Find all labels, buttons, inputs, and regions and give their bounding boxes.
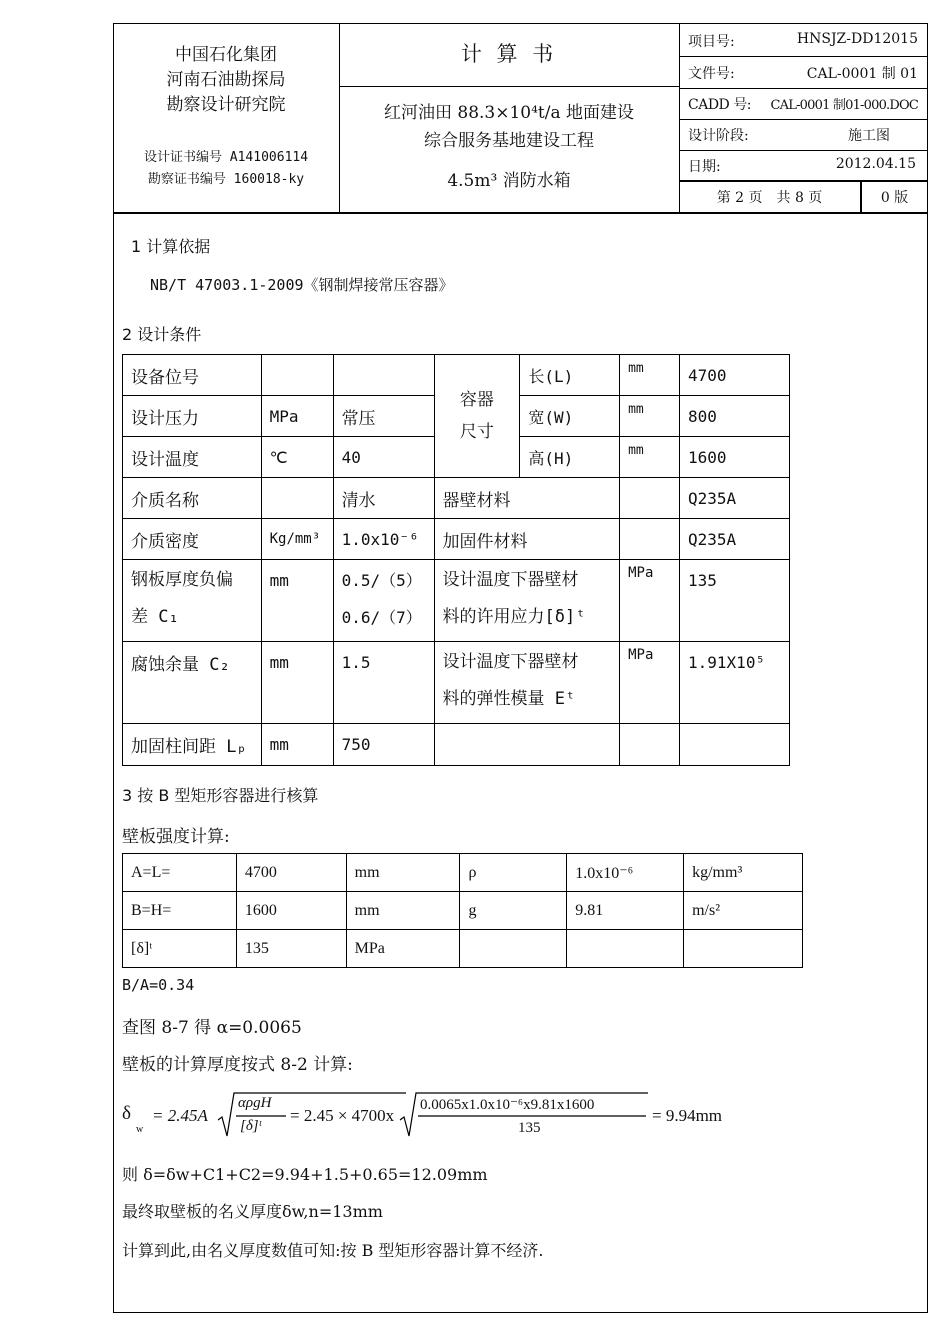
cert-survey: 勘察证书编号 160018-ky [147,172,305,187]
page-info: 第 2 页 共 8 页 [716,190,823,206]
row-prop-value: Q235A [680,519,790,560]
calc-intro-line: 壁板的计算厚度按式 8-2 计算: [122,1055,353,1075]
formula-part-2: = 2.45 × 4700x [290,1106,395,1125]
certificates [113,147,339,191]
section-2-title: 2 设计条件 [122,325,202,344]
row-prop-line-1: 设计温度下器壁材 [442,652,579,672]
section-3-title: 3 按 B 型矩形容器进行核算 [122,786,319,805]
table-row [123,519,790,560]
table-cell: 1.0x10⁻⁶ [567,854,684,892]
header-bottom-rule [113,212,928,214]
meta-value-cadd: CAL-0001 制01-000.DOC [770,98,918,113]
meta-rule-4 [679,150,928,151]
row-name-line-2: 差 C₁ [131,607,179,627]
section-3-subtitle: 壁板强度计算: [122,827,230,847]
table-cell: A=L= [123,854,237,892]
row-value: 常压 [333,396,434,437]
row-name: 加固柱间距 Lₚ [123,724,262,766]
row-prop-line-1: 设计温度下器壁材 [442,570,579,590]
meta-rule-3 [679,119,928,120]
meta-rule-2 [679,88,928,89]
row-unit: Kg/mm³ [261,519,333,560]
dim-label: 高(H) [520,437,620,478]
dim-unit: mm [620,355,680,396]
row-prop-unit: MPa [620,560,680,642]
meta-value-stage: 施工图 [848,128,890,144]
design-conditions-table [122,354,790,766]
table-cell: B=H= [123,892,237,930]
meta-value-date: 2012.04.15 [835,156,916,172]
table-cell: 1600 [236,892,346,930]
row-prop-value: Q235A [680,478,790,519]
nominal-thickness-line: 最终取壁板的名义厚度δw,n=13mm [122,1202,383,1221]
row-value-line-2: 0.6/（7） [341,608,422,627]
table-cell: m/s² [684,892,803,930]
row-unit: MPa [261,396,333,437]
row-unit: mm [261,724,333,766]
row-prop [434,560,620,642]
table-row [123,642,790,724]
table-cell: 9.81 [567,892,684,930]
table-row [123,724,790,766]
row-value [333,560,434,642]
cert-design: 设计证书编号 A141006114 [143,150,309,165]
row-prop-line-2: 料的许用应力[δ]ᵗ [442,607,586,627]
table-row [123,478,790,519]
project-line-3: 4.5m³ 消防水箱 [447,171,571,191]
header-title-rule [339,86,679,87]
conclusion-line: 计算到此,由名义厚度数值可知:按 B 型矩形容器计算不经济. [122,1241,544,1260]
table-cell: ρ [460,854,567,892]
row-unit: mm [261,560,333,642]
ratio-line: B/A=0.34 [122,976,195,994]
dim-unit: mm [620,437,680,478]
row-unit: mm [261,642,333,724]
row-prop [434,642,620,724]
project-title [339,99,679,195]
section-1-text: NB/T 47003.1-2009《钢制焊接常压容器》 [150,276,454,294]
project-line-2: 综合服务基地建设工程 [424,131,594,151]
row-name: 设计温度 [123,437,262,478]
project-line-1: 红河油田 88.3×10⁴t/a 地面建设 [383,103,635,123]
row-name: 腐蚀余量 C₂ [123,642,262,724]
formula-lhs-sub: w [136,1124,144,1135]
dim-value: 1600 [680,437,790,478]
table-row [123,892,803,930]
meta-label-cadd: CADD 号: [688,97,751,113]
radical-2-numerator: 0.0065x1.0x10⁻⁶x9.81x1600 [420,1097,595,1113]
row-prop-line-2: 料的弹性模量 Eᵗ [442,689,576,709]
row-unit: ℃ [261,437,333,478]
radical-1-numerator: αρgH [238,1095,272,1111]
dim-label: 宽(W) [520,396,620,437]
dim-unit: mm [620,396,680,437]
table-cell: 135 [236,930,346,968]
meta-label-file: 文件号: [688,66,735,82]
row-name: 介质密度 [123,519,262,560]
document-title: 计 算 书 [460,42,558,66]
row-prop-value: 135 [680,560,790,642]
table-row [123,930,803,968]
version: 0 版 [880,190,909,206]
table-cell: [δ]ᵗ [123,930,237,968]
organization-name [113,43,339,118]
row-value: 750 [333,724,434,766]
meta-label-project: 项目号: [688,34,735,50]
table-cell [567,930,684,968]
table-cell: kg/mm³ [684,854,803,892]
meta-label-date: 日期: [688,159,721,175]
table-cell: mm [346,892,460,930]
row-value-line-1: 0.5/（5） [341,571,422,590]
meta-value-project: HNSJZ-DD12015 [796,31,918,47]
table-cell: 4700 [236,854,346,892]
row-value: 40 [333,437,434,478]
dim-value: 800 [680,396,790,437]
strength-calc-table [122,853,803,968]
table-cell [460,930,567,968]
org-line-1: 中国石化集团 [175,45,277,65]
table-row [123,355,790,396]
lookup-line: 查图 8-7 得 α=0.0065 [122,1018,302,1038]
row-prop-value: 1.91X10⁵ [680,642,790,724]
radical-1-denominator: [δ]ᵗ [240,1118,262,1134]
table-row [123,854,803,892]
dim-label: 长(L) [520,355,620,396]
row-name: 设计压力 [123,396,262,437]
dim-value: 4700 [680,355,790,396]
row-name: 设备位号 [123,355,262,396]
meta-rule-1 [679,56,928,57]
table-cell: g [460,892,567,930]
meta-rule-5 [679,180,928,182]
formula-part-1: = 2.45A [152,1106,208,1125]
table-row [123,560,790,642]
row-prop-unit: MPa [620,642,680,724]
row-prop: 器壁材料 [434,478,620,519]
radical-2-denominator: 135 [518,1120,541,1136]
total-thickness-line: 则 δ=δw+C1+C2=9.94+1.5+0.65=12.09mm [122,1165,488,1184]
row-name-line-1: 钢板厚度负偏 [131,570,233,590]
formula-result: = 9.94mm [652,1106,723,1125]
dimension-group-label: 容器 尺寸 [434,355,520,478]
row-value: 1.0x10⁻⁶ [333,519,434,560]
thickness-formula [122,1090,782,1142]
table-cell: MPa [346,930,460,968]
formula-lhs: δ [122,1103,131,1124]
section-1-title: 1 计算依据 [131,237,211,256]
row-prop: 加固件材料 [434,519,620,560]
meta-label-stage: 设计阶段: [688,128,749,144]
row-value: 清水 [333,478,434,519]
header-divider-2 [679,23,680,213]
org-line-2: 河南石油勘探局 [166,70,286,90]
org-line-3: 勘察设计研究院 [166,95,286,115]
row-name: 介质名称 [123,478,262,519]
table-cell [684,930,803,968]
row-value: 1.5 [333,642,434,724]
meta-value-file: CAL-0001 制 01 [806,66,918,82]
row-name [123,560,262,642]
table-cell: mm [346,854,460,892]
